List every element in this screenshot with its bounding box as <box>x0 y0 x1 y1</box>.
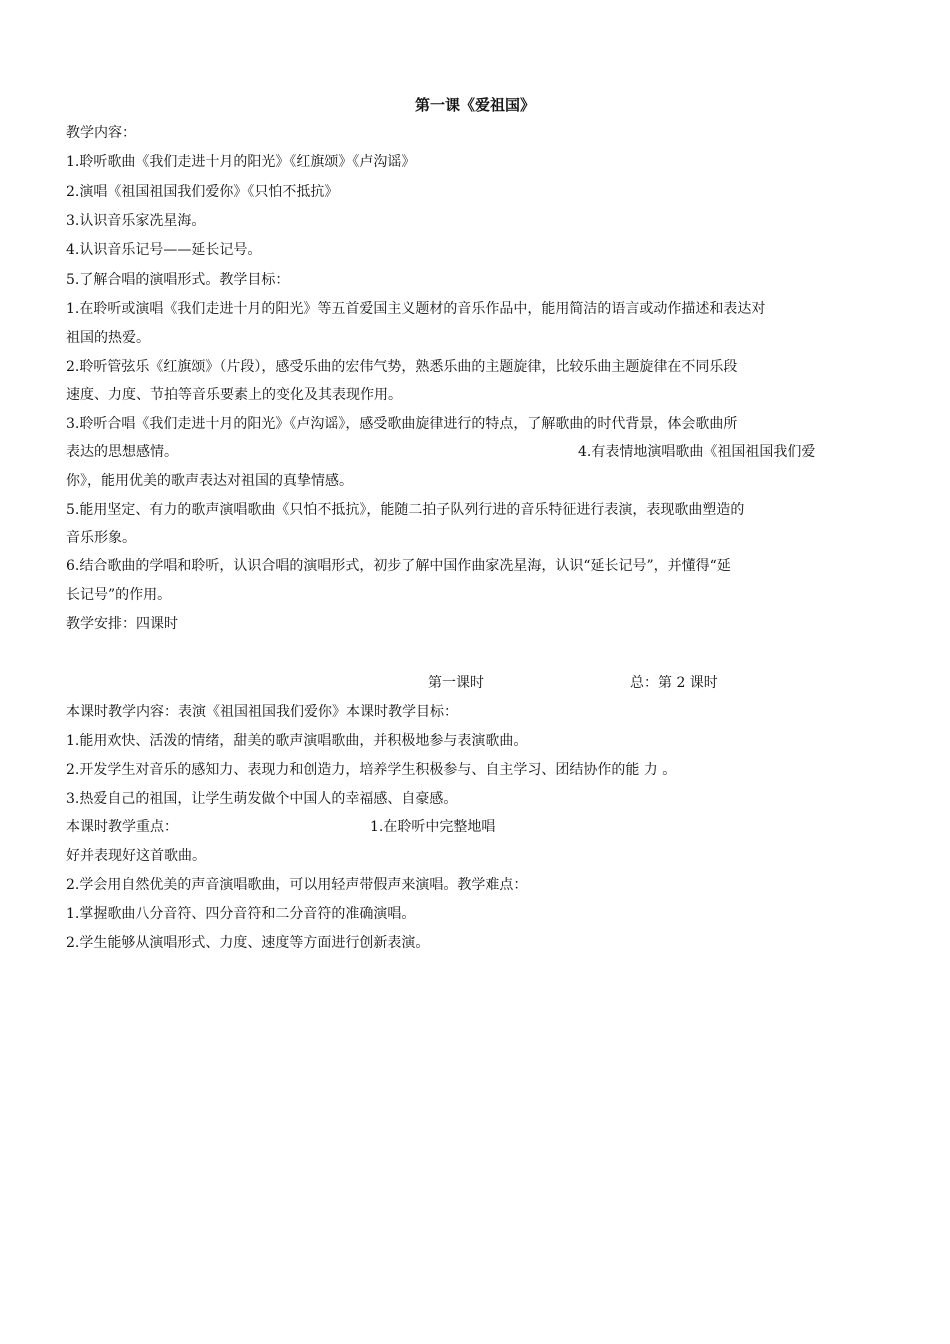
text-line: 3.聆听合唱《我们走进十月的阳光》《卢沟谣》，感受歌曲旋律进行的特点，了解歌曲的时代背景，体会歌曲所 <box>66 416 738 432</box>
text-line: 5.了解合唱的演唱形式。教学目标： <box>66 272 290 288</box>
lesson-label: 第一课时 <box>428 675 484 691</box>
text-line: 速度、力度、节拍等音乐要素上的变化及其表现作用。 <box>66 387 402 403</box>
text-line: 长记号”的作用。 <box>66 587 172 603</box>
text-line: 表达的思想感情。 <box>66 444 178 460</box>
goal-4-start: 4.有表情地演唱歌曲《祖国祖国我们爱 <box>578 444 816 460</box>
text-line: 2.学生能够从演唱形式、力度、速度等方面进行创新表演。 <box>66 935 430 951</box>
text-line: 1.能用欢快、活泼的情绪，甜美的歌声演唱歌曲，并积极地参与表演歌曲。 <box>66 733 528 749</box>
text-line: 1.在聆听或演唱《我们走进十月的阳光》等五首爱国主义题材的音乐作品中，能用简洁的语言或动作描述和表达对 <box>66 301 766 317</box>
text-line: 3.热爱自己的祖国，让学生萌发做个中国人的幸福感、自豪感。 <box>66 791 458 807</box>
text-line: 2.演唱《祖国祖国我们爱你》《只怕不抵抗》 <box>66 184 339 200</box>
lesson-total: 总：第 2 课时 <box>630 675 718 691</box>
text-line: 本课时教学内容：表演《祖国祖国我们爱你》本课时教学目标： <box>66 704 458 720</box>
text-line: 6.结合歌曲的学唱和聆听，认识合唱的演唱形式，初步了解中国作曲家冼星海，认识“延长记号”，并懂得“延 <box>66 558 731 574</box>
text-line: 1.聆听歌曲《我们走进十月的阳光》《红旗颂》《卢沟谣》 <box>66 154 416 170</box>
text-line: 教学安排：四课时 <box>66 616 178 632</box>
text-line: 2.学会用自然优美的声音演唱歌曲，可以用轻声带假声来演唱。教学难点： <box>66 877 528 893</box>
text-line: 教学内容： <box>66 125 136 141</box>
text-line: 2.聆听管弦乐《红旗颂》（片段），感受乐曲的宏伟气势，熟悉乐曲的主题旋律，比较乐曲主题旋律在不同乐段 <box>66 359 738 375</box>
text-line: 2.开发学生对音乐的感知力、表现力和创造力，培养学生积极参与、自主学习、团结协作的能 力 。 <box>66 762 677 778</box>
text-line: 音乐形象。 <box>66 530 136 546</box>
text-line: 你》，能用优美的歌声表达对祖国的真挚情感。 <box>66 473 353 489</box>
text-line: 祖国的热爱。 <box>66 330 150 346</box>
text-line: 3.认识音乐家冼星海。 <box>66 213 206 229</box>
lesson-title: 第一课《爱祖国》 <box>414 96 535 114</box>
focus-1: 1.在聆听中完整地唱 <box>370 819 496 835</box>
text-line: 1.掌握歌曲八分音符、四分音符和二分音符的准确演唱。 <box>66 906 416 922</box>
text-line: 5.能用坚定、有力的歌声演唱歌曲《只怕不抵抗》，能随二拍子队列行进的音乐特征进行表演，表现歌曲塑造的 <box>66 502 745 518</box>
text-line: 好并表现好这首歌曲。 <box>66 848 206 864</box>
text-line: 4.认识音乐记号——延长记号。 <box>66 242 262 258</box>
text-line: 本课时教学重点： <box>66 819 178 835</box>
